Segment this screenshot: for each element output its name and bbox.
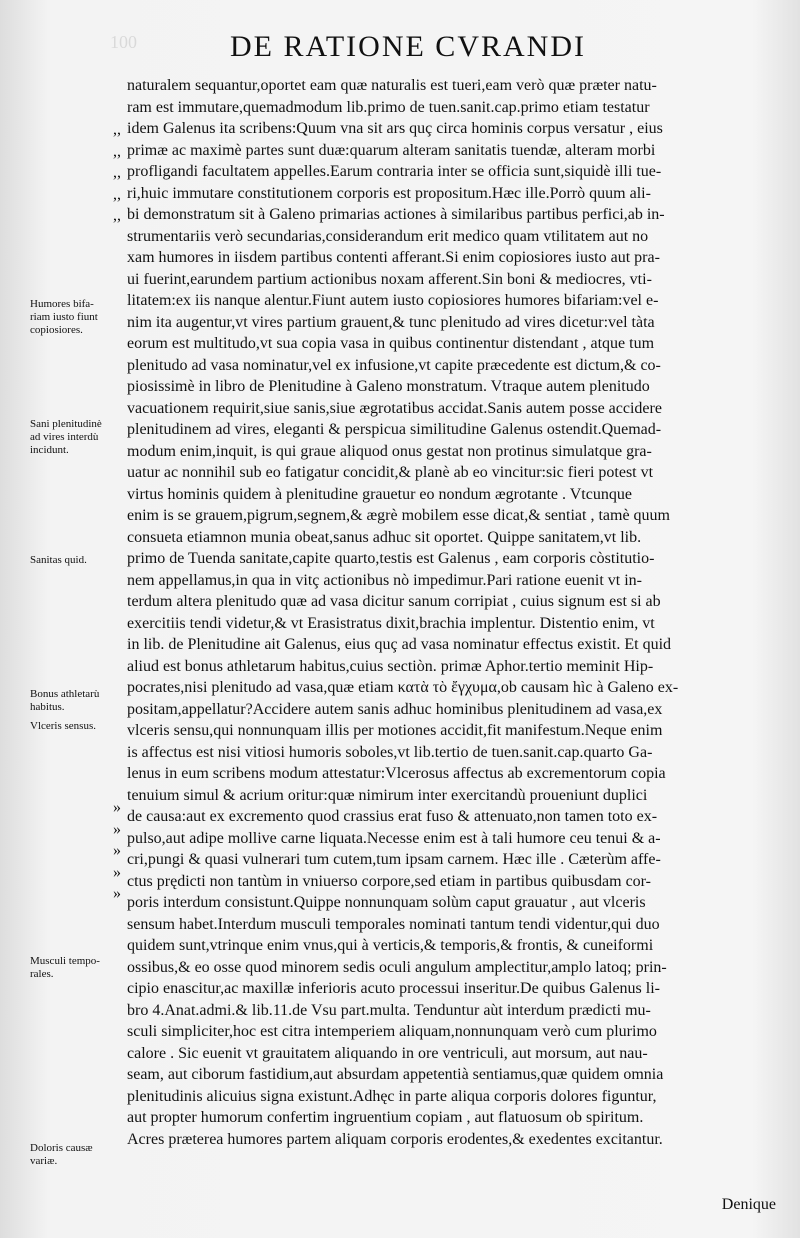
margin-note-line: variæ. — [30, 1155, 58, 1167]
text-line: virtus hominis quidem à plenitudine grauetur eo nondum ægrotante . Vtcunque — [127, 485, 632, 503]
quotation-mark: ,, — [113, 207, 121, 224]
text-line: ctus prędicti non tantùm in vniuerso corpore,sed etiam in partibus quibusdam cor- — [127, 872, 651, 890]
text-line: ossibus,& eo osse quod minorem sedis oculi angulum amplectitur,amplo latoq; prin- — [127, 958, 667, 976]
text-line: cri,pungi & quasi vulnerari tum cutem,tum ipsam carnem. Hæc ille . Cæterùm affe- — [127, 851, 661, 868]
text-line: litatem:ex iis nanque alentur.Fiunt autem iusto copiosiores humores bifariam:vel e- — [127, 292, 659, 309]
text-line: calore . Sic euenit vt grauitatem aliquando in ore ventriculi, aut morsum, aut nau- — [127, 1044, 648, 1062]
catchword: Denique — [721, 1196, 776, 1213]
quotation-mark: » — [113, 799, 121, 816]
faint-page-mark: 100 — [110, 32, 137, 52]
text-line: vlceris sensu,qui nonnunquam illis per motiones accidit,fit manifestum.Neque enim — [127, 722, 663, 739]
text-line: ui fuerint,earundem partium actionibus noxam afferent.Sin boni & mediocres, vti- — [127, 270, 652, 288]
text-line: positam,appellatur?Accidere autem sanis adhuc hominibus plenitudinem ad vasa,ex — [127, 700, 663, 718]
text-line: terdum altera plenitudo quæ ad vasa dicitur sanum corripiat , cuius signum est si ab — [127, 593, 661, 610]
main-text-block — [127, 75, 777, 1150]
margin-note-humores-bifariam — [30, 298, 125, 337]
margin-note-line: Humores bifa- — [30, 298, 94, 310]
text-line: plenitudinis alicuius signa existunt.Adhęc in parte aliqua corporis dolores figuntur, — [127, 1087, 657, 1105]
text-line: enim is se grauem,pigrum,segnem,& ægrè mobilem esse dicat,& sentiat , tamè quum — [127, 507, 670, 524]
text-line: pulso,aut adipe mollive carne liquata.Necesse enim est à tali humore ceu tenui & a- — [127, 829, 661, 847]
quotation-mark: ,, — [113, 185, 121, 203]
margin-note-line: Bonus athletarù — [30, 688, 100, 700]
text-line: tenuium simul & acrium oritur:quæ nimirum inter exercitandù proueniunt duplici — [127, 786, 648, 804]
margin-note-line: ad vires interdù — [30, 431, 99, 443]
text-line: plenitudo ad vasa nominatur,vel ex infusione,vt capite præcedente est dictum,& co- — [127, 356, 661, 374]
text-line: aliud est bonus athletarum habitus,cuius sectiòn. primæ Aphor.tertio meminit Hip- — [127, 657, 654, 675]
text-line: profligandi facultatem appelles.Earum contraria inter se officia sunt,siquidè illi tue- — [127, 163, 662, 180]
quotation-mark: ,, — [113, 142, 121, 160]
text-line: is affectus est nisi vitiosi humoris soboles,vt lib.tertio de tuen.sanit.cap.quarto Ga- — [127, 743, 653, 761]
text-line: nim ita augentur,vt vires partium grauent,& tunc plenitudo ad vires dicetur:vel tàta — [127, 313, 655, 331]
text-line: quidem sunt,vtrinque enim vnus,qui à verticis,& temporis,& frontis, & cuneiformi — [127, 937, 654, 954]
text-line: plenitudinem ad vires, eleganti & perspicua similitudine Galenus ostendit.Quemad- — [127, 421, 662, 438]
text-line: aut propter humorum confertim ingruentium copiam , aut flatuosum ob spiritum. — [127, 1109, 644, 1126]
margin-note-sanitas-quid — [30, 554, 125, 567]
margin-note-line: Musculi tempo- — [30, 955, 100, 967]
margin-note-line: habitus. — [30, 701, 65, 713]
text-line: uatur ac nonnihil sub eo fatigatur concidit,& planè ab eo vincitur:sic fieri potest vt — [127, 464, 654, 481]
text-line: piosissimè in libro de Plenitudine à Galeno monstratum. Vtraque autem plenitudo — [127, 378, 650, 395]
margin-note-line: Sani plenitudinè — [30, 418, 102, 430]
quotation-mark: ,, — [113, 121, 121, 138]
margin-note-vlceris-sensus — [30, 720, 125, 733]
text-line: primo de Tuenda sanitate,capite quarto,testis est Galenus , eam corporis còstitutio- — [127, 550, 655, 567]
margin-note-musculi-temporales — [30, 955, 125, 981]
text-line: poris interdum consistunt.Quippe nonnunquam solùm caput grauatur , aut vlceris — [127, 894, 646, 911]
margin-note-line: Vlceris sensus. — [30, 720, 96, 732]
margin-note-sani-plenitudine — [30, 418, 125, 457]
text-line: Acres præterea humores partem aliquam corporis erodentes,& exedentes excitantur. — [127, 1130, 663, 1148]
text-line: seam, aut ciborum fastidium,aut absurdam appetentià sentiamus,quæ quidem omnia — [127, 1066, 664, 1083]
text-line: lenus in eum scribens modum attestatur:Vlcerosus affectus ab excrementorum copia — [127, 765, 666, 782]
margin-note-line: riam iusto fiunt — [30, 311, 98, 323]
margin-note-bonus-athletarum — [30, 688, 125, 714]
text-line: exercitiis tendi videtur,& vt Erasistratus dixit,brachia implentur. Distentio enim, vt — [127, 614, 655, 632]
text-line: primæ ac maximè partes sunt duæ:quarum alteram sanitatis tuendæ, alteram morbi — [127, 141, 656, 159]
text-line: nem appellamus,in qua in vitç actionibus nò impedimur.Pari ratione euenit vt in- — [127, 571, 642, 589]
text-line: strumentariis verò secundarias,considerandum erit medico quam vtilitatem aut no — [127, 227, 649, 245]
margin-note-line: rales. — [30, 968, 54, 980]
quotation-mark: » — [113, 820, 121, 838]
text-line: de causa:aut ex excremento quod crassius erat fuso & attenuato,non tamen toto ex- — [127, 808, 658, 825]
text-line: ram est immutare,quemadmodum lib.primo de tuen.sanit.cap.primo etiam testatur — [127, 98, 650, 116]
text-line: pocrates,nisi plenitudo ad vasa,quæ etiam κατὰ τὸ ἔγχυμα,ob causam hìc à Galeno ex- — [127, 679, 679, 696]
page-title: DE RATIONE CVRANDI — [230, 30, 586, 63]
text-line: eorum est multitudo,vt sua copia vasa in quibus continentur distendant , atque tum — [127, 335, 655, 352]
text-line: ri,huic immutare constitutionem corporis est propositum.Hæc ille.Porrò quum ali- — [127, 184, 651, 202]
margin-note-line: Doloris causæ — [30, 1142, 93, 1154]
text-line: sculi simpliciter,hoc est citra intemperiem aliquam,nonnunquam verò cum plurimo — [127, 1023, 657, 1040]
text-line: xam humores in iisdem partibus contenti afferant.Si enim copiosiores iusto aut pra- — [127, 249, 660, 266]
text-line: vacuationem requirit,siue sanis,siue ægrotatibus accidat.Sanis autem posse accidere — [127, 399, 662, 417]
quotation-mark: » — [113, 842, 121, 859]
margin-note-line: Sanitas quid. — [30, 554, 87, 566]
margin-note-line: incidunt. — [30, 444, 69, 456]
text-line: idem Galenus ita scribens:Quum vna sit ars quç circa hominis corpus versatur , eius — [127, 120, 663, 137]
quotation-mark: » — [113, 885, 121, 902]
text-line: in lib. de Plenitudine ait Galenus, eius quç ad vasa nominatur effectus existit. Et quid — [127, 636, 672, 653]
text-line: cipio enascitur,ac maxillæ inferioris acuto processui inseritur.De quibus Galenus li- — [127, 980, 660, 997]
margin-note-line: copiosiores. — [30, 324, 83, 336]
text-line: bro 4.Anat.admi.& lib.11.de Vsu part.multa. Tenduntur aùt interdum prædicti mu- — [127, 1001, 651, 1019]
margin-note-doloris-causae — [30, 1142, 125, 1168]
text-line: consueta etiamnon munia obeat,sanus adhuc sit oportet. Quippe sanitatem,vt lib. — [127, 528, 642, 546]
quotation-mark: » — [113, 863, 121, 881]
text-line: bi demonstratum sit à Galeno primarias actiones à similaribus partibus perfici,ab in- — [127, 206, 665, 223]
text-line: modum enim,inquit, is qui graue aliquod onus gestat non protinus simulatque gra- — [127, 442, 652, 460]
text-line: sensum habet.Interdum musculi temporales nominati tantum tendi videntur,qui duo — [127, 915, 660, 933]
text-line: naturalem sequantur,oportet eam quæ naturalis est tueri,eam verò quæ præter natu- — [127, 77, 657, 94]
quotation-mark: ,, — [113, 164, 121, 181]
